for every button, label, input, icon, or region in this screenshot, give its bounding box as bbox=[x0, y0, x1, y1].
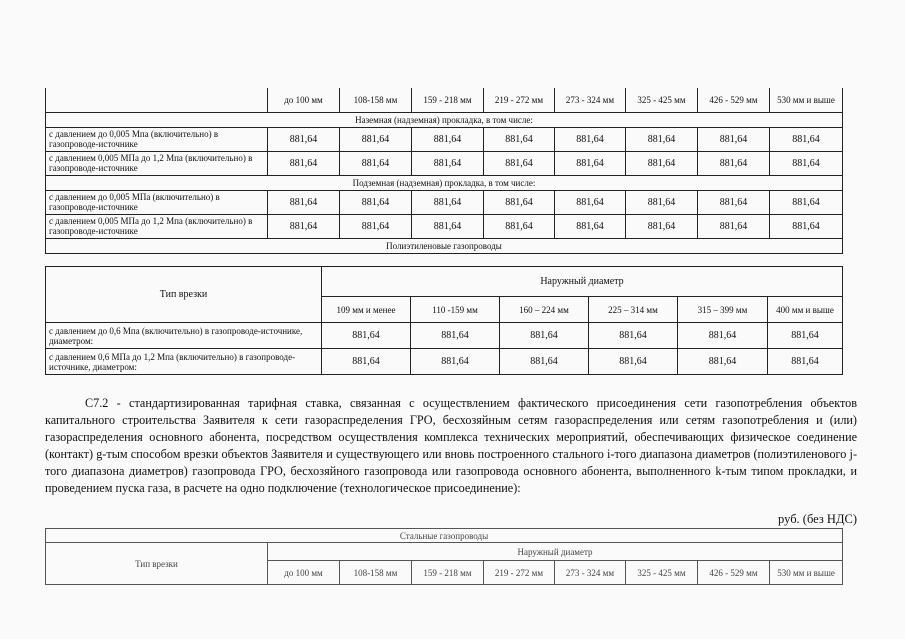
row-label: с давлением до 0,005 МПа (включительно) в газопроводе-источнике bbox=[46, 190, 268, 214]
steel-col-header: 530 мм и выше bbox=[770, 561, 843, 585]
row-label: с давлением до 0,6 Мпа (включительно) в газопроводе-источнике, диаметром: bbox=[46, 323, 322, 349]
tariff-value: 881,64 bbox=[770, 214, 843, 238]
table-row bbox=[46, 214, 843, 238]
row-label: с давлением до 0,005 Мпа (включительно) в газопроводе-источнике bbox=[46, 127, 268, 151]
steel-col-header: 273 - 324 мм bbox=[555, 561, 626, 585]
poly-col-header: 225 – 314 мм bbox=[589, 297, 678, 323]
section-row bbox=[46, 175, 843, 190]
poly-col-header: 109 мм и менее bbox=[322, 297, 411, 323]
steel-title-row bbox=[46, 529, 843, 543]
tariff-value: 881,64 bbox=[626, 127, 698, 151]
tariff-value: 881,64 bbox=[411, 323, 500, 349]
tariff-value: 881,64 bbox=[555, 127, 626, 151]
table-row bbox=[46, 151, 843, 175]
tariff-value: 881,64 bbox=[555, 151, 626, 175]
tariff-value: 881,64 bbox=[484, 127, 555, 151]
steel-pipelines-table bbox=[45, 528, 843, 585]
type-of-tapping-label: Тип врезки bbox=[46, 543, 268, 585]
poly-col-header: 110 -159 мм bbox=[411, 297, 500, 323]
polyethylene-table bbox=[45, 266, 843, 375]
tariff-value: 881,64 bbox=[268, 214, 340, 238]
steel-col-header: 108-158 мм bbox=[340, 88, 412, 112]
steel-col-header: 426 - 529 мм bbox=[698, 88, 770, 112]
tariff-value: 881,64 bbox=[412, 151, 484, 175]
tariff-value: 881,64 bbox=[340, 127, 412, 151]
tariff-value: 881,64 bbox=[678, 323, 768, 349]
table-row bbox=[46, 323, 843, 349]
tariff-value: 881,64 bbox=[589, 349, 678, 375]
tariff-definition-paragraph: С7.2 - стандартизированная тарифная ставка, связанная с осуществлением фактического присоединения сети газопотребления объектов капитального строительства Заявителя к сети газораспределения ГРО, бесхозяйным сетям газораспределения или сетям газопотребления и (или) газораспределения основного абонента, посредством осуществления комплекса технических мероприятий, обеспечивающих физическое соединение (контакт) g-тым способом врезки объектов Заявителя и существующего или вновь построенного стального i-того диапазона диаметров (полиэтиленового j-того диапазона диаметров) газопровода ГРО, бесхозяйного газопровода или газопровода основного абонента, выполненного k-тым типом прокладки, и проведением пуска газа, в расчете на одно подключение (технологическое присоединение): bbox=[45, 396, 857, 495]
empty-header-cell bbox=[46, 88, 268, 112]
tariff-value: 881,64 bbox=[500, 349, 589, 375]
tariff-value: 881,64 bbox=[322, 349, 411, 375]
tariff-value: 881,64 bbox=[555, 190, 626, 214]
tariff-value: 881,64 bbox=[589, 323, 678, 349]
steel-col-header: 325 - 425 мм bbox=[626, 88, 698, 112]
tariff-value: 881,64 bbox=[322, 323, 411, 349]
poly-header-row bbox=[46, 267, 843, 297]
outer-diameter-label: Наружный диаметр bbox=[268, 543, 843, 561]
tariff-value: 881,64 bbox=[484, 190, 555, 214]
tariff-value: 881,64 bbox=[698, 127, 770, 151]
tariff-value: 881,64 bbox=[698, 214, 770, 238]
tariff-value: 881,64 bbox=[770, 151, 843, 175]
tariff-value: 881,64 bbox=[626, 151, 698, 175]
tariff-value: 881,64 bbox=[626, 190, 698, 214]
section-title-underground: Подземная (надземная) прокладка, в том числе: bbox=[46, 175, 843, 190]
row-label: с давлением 0,005 МПа до 1,2 Мпа (включительно) в газопроводе-источнике bbox=[46, 151, 268, 175]
steel-col-header: 325 - 425 мм bbox=[626, 561, 698, 585]
section-row bbox=[46, 112, 843, 127]
steel-table-title: Стальные газопроводы bbox=[46, 529, 843, 543]
steel-col-header: до 100 мм bbox=[268, 88, 340, 112]
table-row bbox=[46, 127, 843, 151]
steel-col-header: 273 - 324 мм bbox=[555, 88, 626, 112]
tariff-value: 881,64 bbox=[340, 214, 412, 238]
tariff-value: 881,64 bbox=[768, 323, 843, 349]
steel-header-row bbox=[46, 543, 843, 561]
tariff-value: 881,64 bbox=[698, 151, 770, 175]
tariff-value: 881,64 bbox=[484, 151, 555, 175]
steel-col-header: 219 - 272 мм bbox=[484, 561, 555, 585]
row-label: с давлением 0,005 МПа до 1,2 Мпа (включительно) в газопроводе-источнике bbox=[46, 214, 268, 238]
tariff-value: 881,64 bbox=[626, 214, 698, 238]
poly-col-header: 400 мм и выше bbox=[768, 297, 843, 323]
steel-col-header: 530 мм и выше bbox=[770, 88, 843, 112]
tariff-value: 881,64 bbox=[340, 151, 412, 175]
poly-section-title: Полиэтиленовые газопроводы bbox=[46, 238, 843, 253]
steel-header-row bbox=[46, 88, 843, 112]
row-label: с давлением 0,6 МПа до 1,2 Мпа (включительно) в газопроводе-источнике, диаметром: bbox=[46, 349, 322, 375]
table-row bbox=[46, 349, 843, 375]
steel-col-header: 159 - 218 мм bbox=[412, 88, 484, 112]
tariff-value: 881,64 bbox=[412, 127, 484, 151]
steel-col-header: 159 - 218 мм bbox=[412, 561, 484, 585]
outer-diameter-label: Наружный диаметр bbox=[322, 267, 843, 297]
tariff-value: 881,64 bbox=[268, 151, 340, 175]
tariff-value: 881,64 bbox=[698, 190, 770, 214]
poly-col-header: 315 – 399 мм bbox=[678, 297, 768, 323]
tariff-value: 881,64 bbox=[770, 127, 843, 151]
type-of-tapping-label: Тип врезки bbox=[46, 267, 322, 323]
steel-col-header: до 100 мм bbox=[268, 561, 340, 585]
tariff-value: 881,64 bbox=[555, 214, 626, 238]
steel-col-header: 108-158 мм bbox=[340, 561, 412, 585]
steel-col-header: 219 - 272 мм bbox=[484, 88, 555, 112]
tariff-value: 881,64 bbox=[770, 190, 843, 214]
tariff-table-continued bbox=[45, 88, 843, 254]
steel-col-header: 426 - 529 мм bbox=[698, 561, 770, 585]
tariff-value: 881,64 bbox=[768, 349, 843, 375]
section-row bbox=[46, 238, 843, 253]
section-title-above-ground: Наземная (надземная) прокладка, в том числе: bbox=[46, 112, 843, 127]
table-row bbox=[46, 190, 843, 214]
tariff-value: 881,64 bbox=[678, 349, 768, 375]
tariff-value: 881,64 bbox=[268, 190, 340, 214]
tariff-value: 881,64 bbox=[340, 190, 412, 214]
tariff-value: 881,64 bbox=[268, 127, 340, 151]
tariff-value: 881,64 bbox=[411, 349, 500, 375]
poly-col-header: 160 – 224 мм bbox=[500, 297, 589, 323]
tariff-value: 881,64 bbox=[500, 323, 589, 349]
tariff-value: 881,64 bbox=[412, 190, 484, 214]
currency-note: руб. (без НДС) bbox=[778, 512, 857, 526]
tariff-value: 881,64 bbox=[412, 214, 484, 238]
tariff-value: 881,64 bbox=[484, 214, 555, 238]
